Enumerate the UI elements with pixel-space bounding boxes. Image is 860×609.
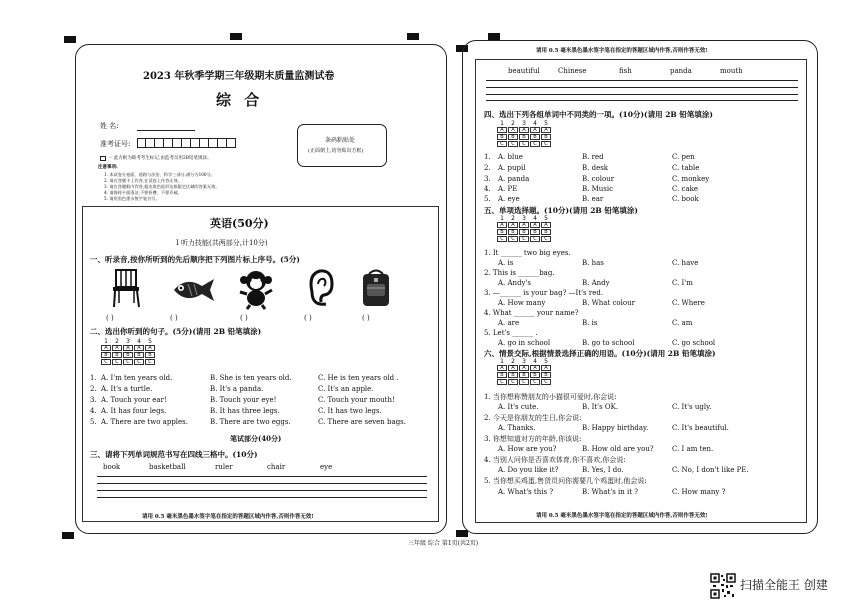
option-c: C. He is ten years old . bbox=[318, 374, 399, 382]
bubble-a[interactable]: A bbox=[519, 222, 529, 228]
question-number: 3. bbox=[484, 175, 491, 183]
word-mouth: mouth bbox=[720, 67, 743, 75]
bubble-c[interactable]: C bbox=[497, 379, 507, 385]
question-number: 5. bbox=[484, 195, 491, 203]
question-number: 1. bbox=[90, 374, 97, 382]
option-b: B. red bbox=[582, 153, 604, 161]
bubble-b[interactable]: B bbox=[508, 372, 518, 378]
bubble-num: 4 bbox=[533, 358, 537, 365]
question-text: 3. —______ is your bag? —It's red. bbox=[484, 289, 604, 297]
option-c: C. It's ugly. bbox=[672, 403, 712, 411]
option-a: A. Touch your ear! bbox=[101, 396, 167, 404]
option-b: B. is bbox=[582, 319, 598, 327]
bubble-num: 1 bbox=[500, 215, 504, 222]
bubble-a[interactable]: A bbox=[123, 345, 133, 351]
bubble-c[interactable]: C bbox=[123, 359, 133, 365]
word-beautiful: beautiful bbox=[508, 67, 540, 75]
absent-note: 一 此方框为缺考考生标记,由监考员用2B铅笔填涂。 bbox=[108, 156, 212, 161]
page-number: 三年级 综合 第1页(共2页) bbox=[408, 540, 479, 547]
word-book: book bbox=[103, 463, 121, 471]
option-b: B. It's OK. bbox=[582, 403, 619, 411]
bubble-c[interactable]: C bbox=[508, 379, 518, 385]
option-b: B. What's in it ? bbox=[582, 488, 639, 496]
option-b: B. colour bbox=[582, 175, 615, 183]
bubble-b[interactable]: B bbox=[530, 372, 540, 378]
answer-paren[interactable]: ( ) bbox=[304, 314, 312, 322]
option-c: C. No, I don't like PE. bbox=[672, 466, 749, 474]
word-ruler: ruler bbox=[215, 463, 233, 471]
bubble-b[interactable]: B bbox=[497, 372, 507, 378]
bubble-num: 2 bbox=[511, 215, 515, 222]
option-a: A. There are two apples. bbox=[101, 418, 189, 426]
option-c: C. It's beautiful. bbox=[672, 424, 729, 432]
barcode-label: 条码粘贴处 bbox=[325, 137, 356, 144]
bubble-c[interactable]: C bbox=[519, 379, 529, 385]
option-c: C. There are seven bags. bbox=[318, 418, 406, 426]
bubble-b[interactable]: B bbox=[497, 134, 507, 140]
bubble-b[interactable]: B bbox=[508, 134, 518, 140]
answer-paren[interactable]: ( ) bbox=[106, 314, 114, 322]
section-3-title: 三、请将下列单词规范书写在四线三格中。(10分) bbox=[90, 450, 258, 459]
option-c: C. go school bbox=[672, 339, 716, 347]
question-text: 5. Let's ______ . bbox=[484, 329, 538, 337]
option-b: B. Touch your eye! bbox=[210, 396, 277, 404]
bubble-a[interactable]: A bbox=[519, 365, 529, 371]
bubble-num: 5 bbox=[544, 120, 548, 127]
question-number: 1. bbox=[484, 153, 491, 161]
question-number: 5. bbox=[90, 418, 97, 426]
bubble-c[interactable]: C bbox=[134, 359, 144, 365]
question-text: 5. 当你想买鸡蛋,售货员问你需要几个鸡蛋时,他会说: bbox=[484, 477, 647, 485]
handwriting-lines[interactable] bbox=[486, 80, 798, 102]
option-c: C. Touch your mouth! bbox=[318, 396, 395, 404]
word-chinese: Chinese bbox=[558, 67, 587, 75]
bubble-a[interactable]: A bbox=[508, 127, 518, 133]
option-a: A. PE bbox=[498, 185, 518, 193]
bubble-a[interactable]: A bbox=[541, 222, 551, 228]
option-b: B. go to school bbox=[582, 339, 635, 347]
bubble-a[interactable]: A bbox=[145, 345, 155, 351]
option-a: A. What's this ? bbox=[498, 488, 554, 496]
bubble-b[interactable]: B bbox=[541, 134, 551, 140]
bubble-b[interactable]: B bbox=[134, 352, 144, 358]
bubble-b[interactable]: B bbox=[541, 372, 551, 378]
bag-icon bbox=[359, 268, 393, 308]
option-a: A. are bbox=[498, 319, 520, 327]
section-2-title: 二、选出你听到的句子。(5分)(请用 2B 铅笔填涂) bbox=[90, 327, 262, 336]
bubble-b[interactable]: B bbox=[101, 352, 111, 358]
question-number: 2. bbox=[90, 385, 97, 393]
option-a: A. pupil bbox=[498, 164, 526, 172]
option-c: C. It has two legs. bbox=[318, 407, 382, 415]
bubble-c[interactable]: C bbox=[530, 379, 540, 385]
bubble-grid[interactable] bbox=[497, 120, 551, 148]
bubble-c[interactable]: C bbox=[519, 141, 529, 147]
note-line: 5. 请用黑色墨水签字笔书写。 bbox=[104, 196, 160, 201]
answer-paren[interactable]: ( ) bbox=[362, 314, 370, 322]
bubble-a[interactable]: A bbox=[497, 127, 507, 133]
bubble-a[interactable]: A bbox=[519, 127, 529, 133]
bubble-num: 4 bbox=[137, 338, 141, 345]
right-header-note: 请用 0.5 毫米黑色墨水签字笔在指定的答题区域内作答,否则作答无效! bbox=[536, 48, 708, 54]
option-c: C. table bbox=[672, 164, 700, 172]
bubble-b[interactable]: B bbox=[541, 229, 551, 235]
question-number: 3. bbox=[90, 396, 97, 404]
option-b: B. has bbox=[582, 259, 604, 267]
bubble-c[interactable]: C bbox=[541, 379, 551, 385]
bubble-c[interactable]: C bbox=[497, 236, 507, 242]
note-line: 3. 请在答题框内作答,超出黑色矩形边框限定区域的答案无效。 bbox=[104, 184, 220, 189]
option-b: B. There are two eggs. bbox=[210, 418, 291, 426]
option-c: C. am bbox=[672, 319, 693, 327]
option-b: B. What colour bbox=[582, 299, 635, 307]
question-text: 2. This is ______bag. bbox=[484, 269, 555, 277]
option-c: C. Where bbox=[672, 299, 705, 307]
option-a: A. is bbox=[498, 259, 514, 267]
option-b: B. Music bbox=[582, 185, 614, 193]
section-4-title: 四、选出下列各组单词中不同类的一项。(10分)(请用 2B 铅笔填涂) bbox=[484, 110, 713, 119]
bubble-a[interactable]: A bbox=[530, 365, 540, 371]
bubble-b[interactable]: B bbox=[508, 229, 518, 235]
bubble-a[interactable]: A bbox=[112, 345, 122, 351]
bubble-b[interactable]: B bbox=[123, 352, 133, 358]
question-number: 4. bbox=[484, 185, 491, 193]
notes-title: 注意事项: bbox=[98, 165, 118, 170]
option-a: A. Do you like it? bbox=[498, 466, 559, 474]
option-c: C. book bbox=[672, 195, 699, 203]
option-c: C. I am ten. bbox=[672, 445, 714, 453]
section-5-title: 五、单项选择题。(10分)(请用 2B 铅笔填涂) bbox=[484, 206, 638, 215]
fish-icon bbox=[170, 276, 216, 304]
option-c: C. cake bbox=[672, 185, 699, 193]
name-field[interactable] bbox=[137, 130, 195, 131]
question-text: 1. It ______ two big eyes. bbox=[484, 249, 571, 257]
word-eye: eye bbox=[320, 463, 333, 471]
question-number: 4. bbox=[90, 407, 97, 415]
bubble-c[interactable]: C bbox=[519, 236, 529, 242]
bubble-c[interactable]: C bbox=[145, 359, 155, 365]
option-b: B. It's a panda. bbox=[210, 385, 264, 393]
absent-mark-box[interactable] bbox=[100, 156, 106, 161]
left-footer-note: 请用 0.5 毫米黑色墨水签字笔在指定的答题区域内作答,否则作答无效! bbox=[142, 514, 314, 520]
name-label: 姓 名: bbox=[100, 122, 119, 130]
question-number: 2. bbox=[484, 164, 491, 172]
bubble-b[interactable]: B bbox=[112, 352, 122, 358]
bubble-a[interactable]: A bbox=[508, 222, 518, 228]
registration-mark bbox=[64, 36, 76, 43]
word-chair: chair bbox=[267, 463, 286, 471]
option-b: B. Yes, I do. bbox=[582, 466, 624, 474]
option-c: C. pen bbox=[672, 153, 695, 161]
monkey-icon bbox=[238, 270, 276, 310]
subject-title: 综 合 bbox=[216, 91, 264, 109]
bubble-num: 3 bbox=[522, 215, 526, 222]
bubble-c[interactable]: C bbox=[530, 236, 540, 242]
option-a: A. eye bbox=[498, 195, 520, 203]
registration-mark bbox=[407, 33, 419, 40]
ticket-number-boxes[interactable] bbox=[137, 138, 236, 148]
bubble-num: 2 bbox=[511, 120, 515, 127]
question-text: 4. What ______ your name? bbox=[484, 309, 579, 317]
bubble-a[interactable]: A bbox=[101, 345, 111, 351]
option-a: A. How many bbox=[498, 299, 546, 307]
bubble-num: 1 bbox=[500, 358, 504, 365]
barcode-hint: (正面朝上,切勿贴出方框) bbox=[308, 148, 364, 154]
option-c: C. monkey bbox=[672, 175, 710, 183]
option-a: A. Thanks. bbox=[498, 424, 536, 432]
bubble-a[interactable]: A bbox=[541, 365, 551, 371]
question-text: 2. 今天是你朋友的生日,你会说: bbox=[484, 414, 582, 422]
registration-mark bbox=[488, 33, 500, 40]
option-b: B. Andy bbox=[582, 279, 610, 287]
bubble-a[interactable]: A bbox=[497, 365, 507, 371]
bubble-num: 3 bbox=[126, 338, 130, 345]
registration-mark bbox=[456, 530, 468, 537]
question-text: 4. 当别人问你是否喜欢体育,你不喜欢,你会说: bbox=[484, 456, 626, 464]
bubble-grid[interactable] bbox=[101, 338, 155, 366]
bubble-b[interactable]: B bbox=[519, 372, 529, 378]
bubble-num: 2 bbox=[115, 338, 119, 345]
word-basketball: basketball bbox=[149, 463, 186, 471]
option-b: B. ear bbox=[582, 195, 604, 203]
question-text: 1. 当你想称赞朋友的小猫很可爱时,你会说: bbox=[484, 393, 617, 401]
bubble-b[interactable]: B bbox=[519, 229, 529, 235]
bubble-c[interactable]: C bbox=[112, 359, 122, 365]
section-1-title: 一、听录音,按你所听到的先后顺序把下列图片标上序号。(5分) bbox=[90, 255, 300, 264]
option-c: C. How many ? bbox=[672, 488, 726, 496]
bubble-b[interactable]: B bbox=[497, 229, 507, 235]
bubble-a[interactable]: A bbox=[530, 127, 540, 133]
watermark-text: 扫描全能王 创建 bbox=[740, 578, 828, 592]
bubble-num: 3 bbox=[522, 358, 526, 365]
bubble-num: 1 bbox=[500, 120, 504, 127]
option-b: B. desk bbox=[582, 164, 609, 172]
bubble-num: 4 bbox=[533, 120, 537, 127]
registration-mark bbox=[62, 532, 74, 539]
note-line: 4. 请保持卡面清洁,不要折叠、不要弄破。 bbox=[104, 190, 182, 195]
written-part-title: 笔试部分(40分) bbox=[230, 434, 282, 443]
option-b: B. It has three legs. bbox=[210, 407, 280, 415]
option-a: A. It's cute. bbox=[498, 403, 539, 411]
bubble-num: 5 bbox=[544, 215, 548, 222]
bubble-num: 5 bbox=[148, 338, 152, 345]
ear-icon bbox=[306, 268, 334, 308]
bubble-a[interactable]: A bbox=[508, 365, 518, 371]
option-a: A. go in school bbox=[498, 339, 551, 347]
option-a: A. blue bbox=[498, 153, 523, 161]
bubble-b[interactable]: B bbox=[519, 134, 529, 140]
bubble-num: 4 bbox=[533, 215, 537, 222]
word-fish: fish bbox=[619, 67, 632, 75]
bubble-c[interactable]: C bbox=[497, 141, 507, 147]
ticket-label: 准考证号: bbox=[100, 140, 131, 148]
bubble-a[interactable]: A bbox=[530, 222, 540, 228]
bubble-c[interactable]: C bbox=[541, 236, 551, 242]
option-c: C. I'm bbox=[672, 279, 693, 287]
bubble-b[interactable]: B bbox=[145, 352, 155, 358]
option-b: B. How old are you? bbox=[582, 445, 654, 453]
bubble-a[interactable]: A bbox=[134, 345, 144, 351]
bubble-num: 2 bbox=[511, 358, 515, 365]
registration-mark bbox=[230, 33, 242, 40]
bubble-c[interactable]: C bbox=[508, 236, 518, 242]
word-panda: panda bbox=[670, 67, 692, 75]
right-footer-note: 请用 0.5 毫米黑色墨水签字笔在指定的答题区域内作答,否则作答无效! bbox=[536, 513, 708, 519]
answer-paren[interactable]: ( ) bbox=[170, 314, 178, 322]
bubble-a[interactable]: A bbox=[497, 222, 507, 228]
english-title: 英语(50分) bbox=[210, 217, 269, 230]
option-a: A. It's a turtle. bbox=[101, 385, 153, 393]
option-a: A. Andy's bbox=[498, 279, 532, 287]
qr-code-icon bbox=[710, 573, 736, 599]
bubble-c[interactable]: C bbox=[541, 141, 551, 147]
section-6-title: 六、情景交际,根据情景选择正确的用语。(10分)(请用 2B 铅笔填涂) bbox=[484, 349, 716, 358]
note-line: 1. 本试卷分卷面、道路与法治、科学三部分,满分为100分。 bbox=[104, 172, 215, 177]
bubble-num: 5 bbox=[544, 358, 548, 365]
bubble-num: 1 bbox=[104, 338, 108, 345]
bubble-a[interactable]: A bbox=[541, 127, 551, 133]
bubble-c[interactable]: C bbox=[101, 359, 111, 365]
note-line: 2. 请在答题卡上作答,在试卷上作答无效。 bbox=[104, 178, 182, 183]
barcode-area bbox=[297, 124, 387, 167]
bubble-b[interactable]: B bbox=[530, 229, 540, 235]
bubble-grid[interactable] bbox=[497, 215, 551, 243]
listening-title: Ⅰ 听力技能(共两部分,计10分) bbox=[176, 239, 268, 247]
chair-icon bbox=[110, 268, 144, 308]
exam-title: 2023 年秋季学期三年级期末质量监测试卷 bbox=[143, 71, 335, 82]
bubble-c[interactable]: C bbox=[530, 141, 540, 147]
bubble-c[interactable]: C bbox=[508, 141, 518, 147]
bubble-num: 3 bbox=[522, 120, 526, 127]
option-c: C. It's an apple. bbox=[318, 385, 374, 393]
option-b: B. She is ten years old. bbox=[210, 374, 292, 382]
bubble-b[interactable]: B bbox=[530, 134, 540, 140]
question-text: 3. 你想知道对方的年龄,你该说: bbox=[484, 435, 582, 443]
option-a: A. I'm ten years old. bbox=[101, 374, 173, 382]
bubble-grid[interactable] bbox=[497, 358, 551, 386]
option-a: A. panda bbox=[498, 175, 530, 183]
handwriting-lines[interactable] bbox=[97, 476, 427, 500]
option-b: B. Happy birthday. bbox=[582, 424, 649, 432]
option-a: A. It has four legs. bbox=[101, 407, 167, 415]
answer-paren[interactable]: ( ) bbox=[240, 314, 248, 322]
option-c: C. have bbox=[672, 259, 699, 267]
option-a: A. How are you? bbox=[498, 445, 557, 453]
